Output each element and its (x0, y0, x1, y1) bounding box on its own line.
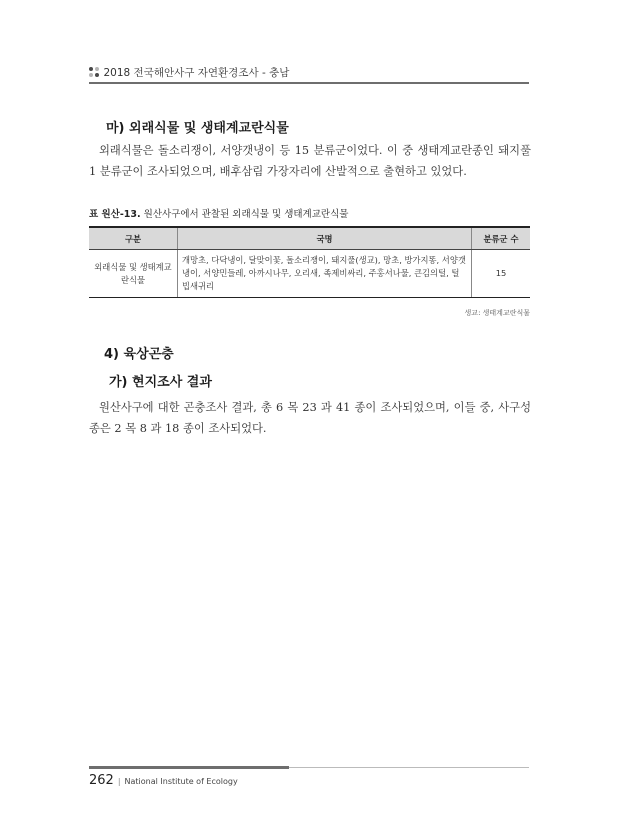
section-title: 마) 외래식물 및 생태계교란식물 (106, 121, 289, 136)
header-rule (89, 82, 529, 84)
page-number: 262 (89, 773, 114, 788)
footer-rule (89, 767, 529, 768)
page-footer (89, 773, 238, 788)
table-row (89, 250, 530, 298)
running-header (89, 64, 529, 80)
cell-category: 외래식물 및 생태계교란식물 (89, 250, 178, 298)
header-count: 분류군 수 (472, 227, 531, 250)
running-title: 2018 전국해안사구 자연환경조사 - 충남 (103, 66, 290, 79)
header-dots-icon (89, 67, 99, 77)
insect-heading: 4) 육상곤충 (104, 347, 174, 362)
cell-count: 15 (472, 250, 531, 298)
section-paragraph: 외래식물은 돌소리쟁이, 서양갯냉이 등 15 분류군이었다. 이 중 생태계교란종인 돼지풀 1 분류군이 조사되었으며, 배후삼림 가장자리에 산발적으로 출현하고 있었다. (89, 144, 531, 178)
alien-plant-table (89, 226, 530, 298)
footer-separator: | (117, 777, 121, 786)
table-caption-text: 원산사구에서 관찰된 외래식물 및 생태계교란식물 (140, 209, 349, 220)
insect-paragraph: 원산사구에 대한 곤충조사 결과, 총 6 목 23 과 41 종이 조사되었으며, 이들 중, 사구성종은 2 목 8 과 18 종이 조사되었다. (89, 401, 531, 435)
header-names: 국명 (178, 227, 472, 250)
header-category: 구분 (89, 227, 178, 250)
table-source-note: 생교: 생태계교란식물 (464, 309, 530, 317)
cell-names: 개망초, 다닥냉이, 달맞이꽃, 돌소리쟁이, 돼지풀(생교), 망초, 방가지똥, 서양갯냉이, 서양민들레, 아까시나무, 오리새, 족제비싸리, 주홍서나물, 큰김의털, 털빕새귀리 (178, 250, 472, 298)
table-caption-label: 표 원산-13. (89, 209, 141, 220)
insect-subheading: 가) 현지조사 결과 (109, 375, 212, 390)
footer-institution: National Institute of Ecology (124, 777, 238, 786)
table-header-row (89, 227, 530, 250)
table-caption (89, 206, 348, 220)
